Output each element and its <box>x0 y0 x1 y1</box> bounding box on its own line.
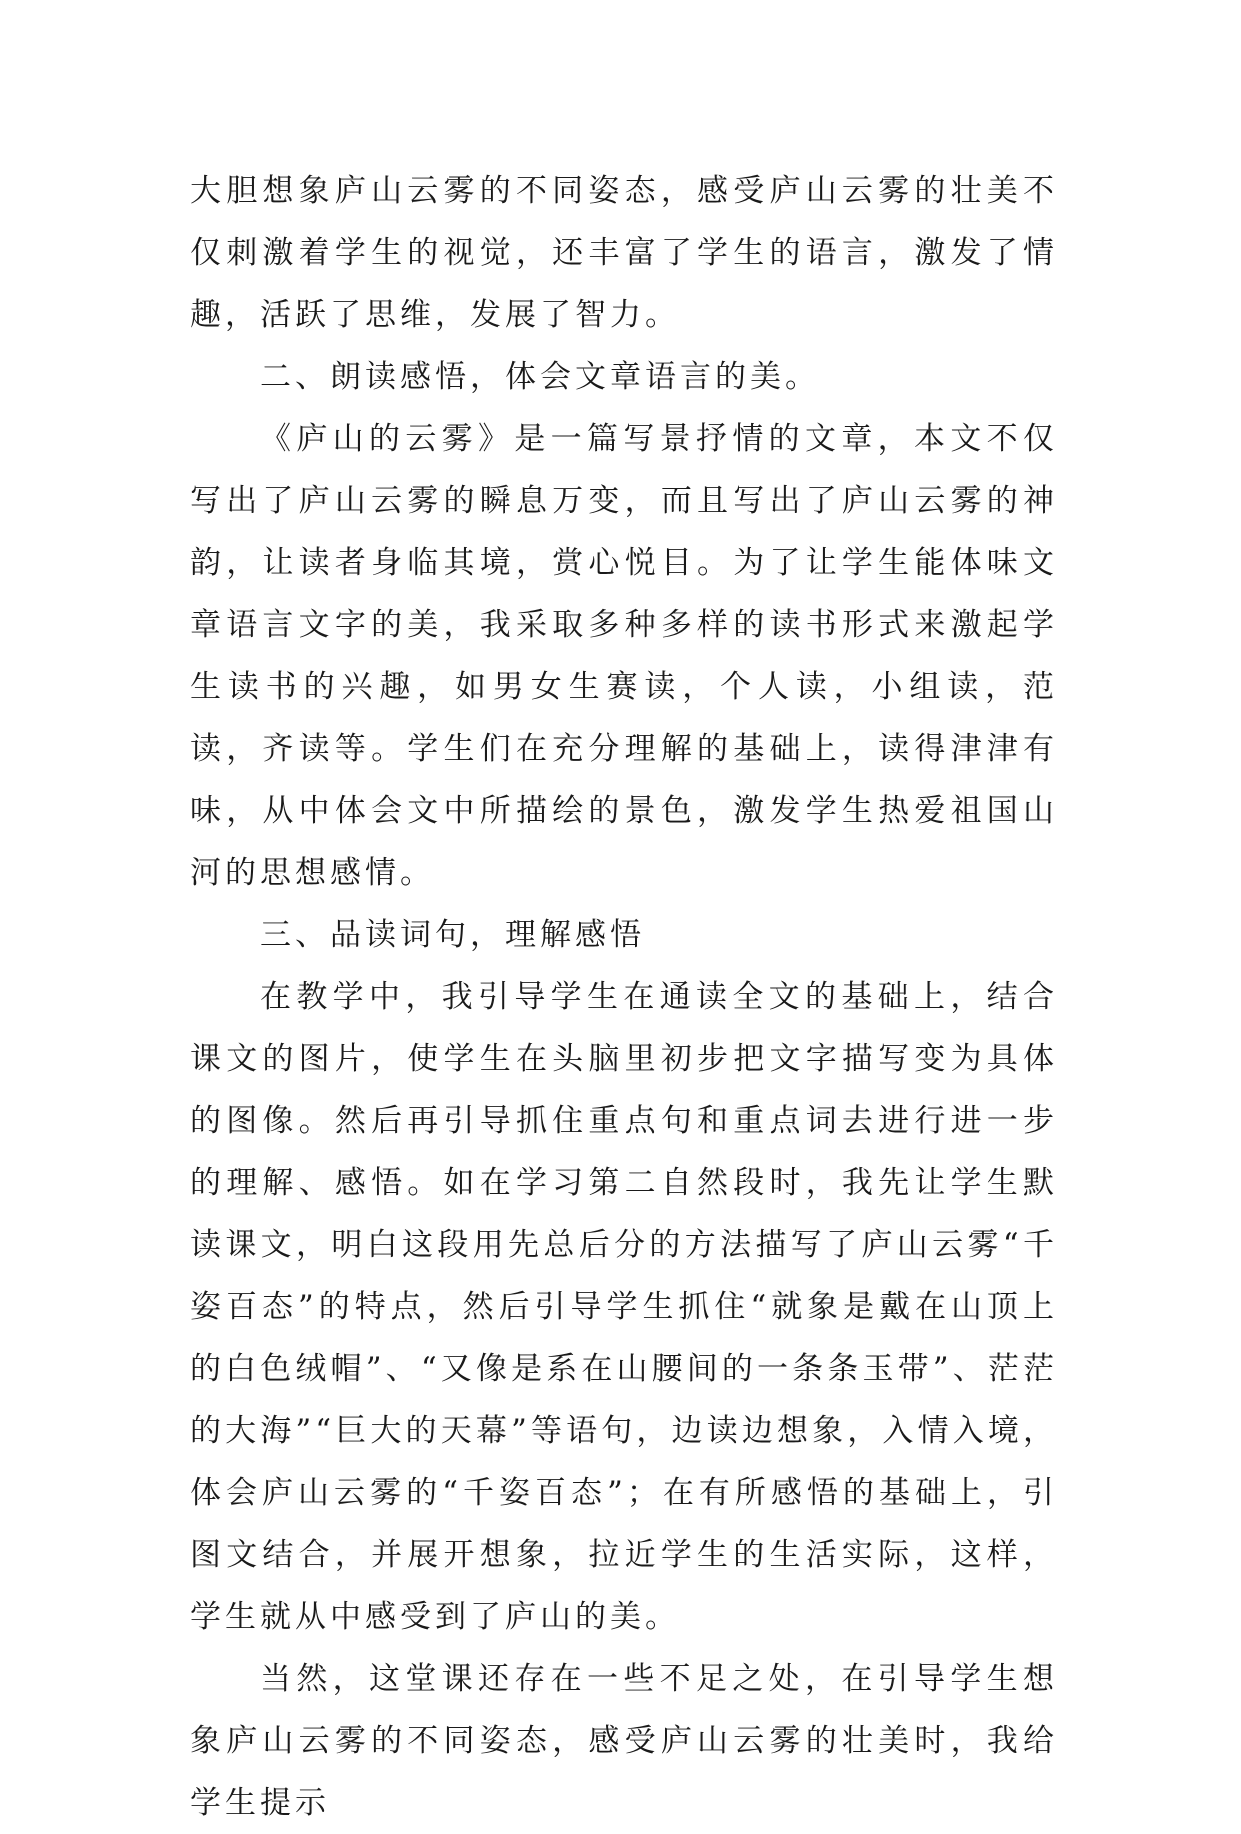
section-heading-3: 三、品读词句，理解感悟 <box>260 917 645 953</box>
paragraph-continuation: 大胆想象庐山云雾的不同姿态，感受庐山云雾的壮美不仅刺激着学生的视觉，还丰富了学生的语言，激发了情趣，活跃了思维，发展了智力。 <box>190 173 1058 333</box>
paragraph-teaching: 在教学中，我引导学生在通读全文的基础上，结合课文的图片，使学生在头脑里初步把文字描写变为具体的图像。然后再引导抓住重点句和重点词去进行进一步的理解、感悟。如在学习第二自然段时，我先让学生默读课文，明白这段用先总后分的方法描写了庐山云雾“千姿百态”的特点，然后引导学生抓住“就象是戴在山顶上的白色绒帽”、“又像是系在山腰间的一条条玉带”、茫茫的大海”“巨大的天幕”等语句，边读边想象，入情入境，体会庐山云雾的“千姿百态”；在有所感悟的基础上，引图文结合，并展开想象，拉近学生的生活实际，这样，学生就从中感受到了庐山的美。 <box>190 979 1058 1635</box>
section-heading-2: 二、朗读感悟，体会文章语言的美。 <box>260 359 820 395</box>
body-text <box>190 160 1058 1834</box>
paragraph-shortcomings: 当然，这堂课还存在一些不足之处，在引导学生想象庐山云雾的不同姿态，感受庐山云雾的壮美时，我给学生提示 <box>190 1661 1058 1821</box>
paragraph-reading: 《庐山的云雾》是一篇写景抒情的文章，本文不仅写出了庐山云雾的瞬息万变，而且写出了庐山云雾的神韵，让读者身临其境，赏心悦目。为了让学生能体味文章语言文字的美，我采取多种多样的读书形式来激起学生读书的兴趣，如男女生赛读，个人读，小组读，范读，齐读等。学生们在充分理解的基础上，读得津津有味，从中体会文中所描绘的景色，激发学生热爱祖国山河的思想感情。 <box>190 421 1058 891</box>
